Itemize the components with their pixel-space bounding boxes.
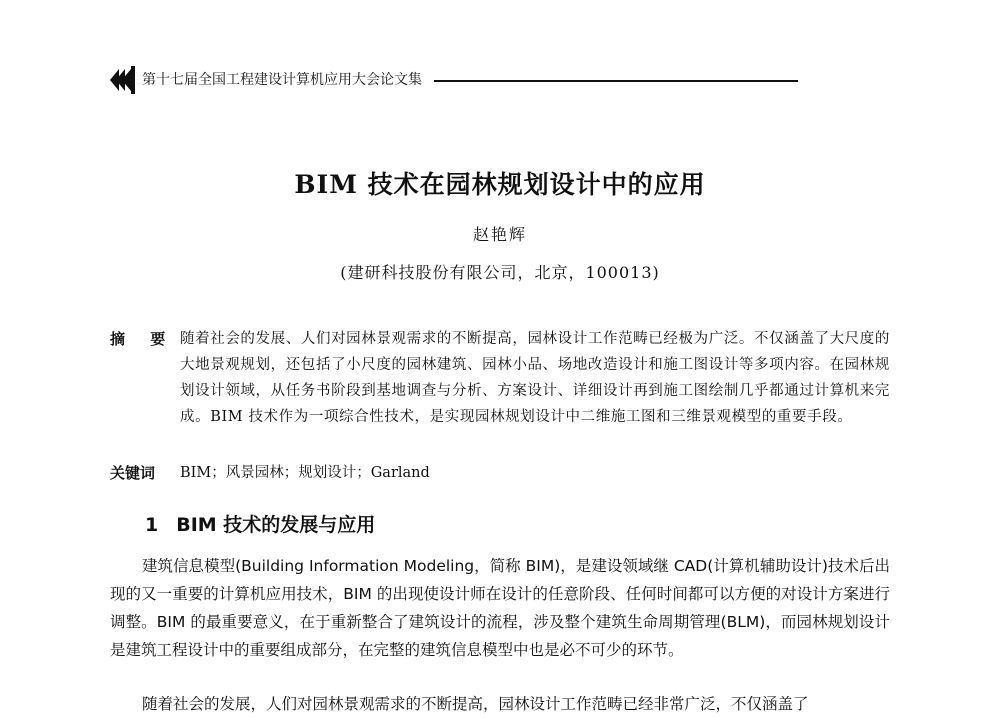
body-paragraph: 建筑信息模型(Building Information Modeling，简称 BIM)，是建设领域继 CAD(计算机辅助设计)技术后出现的又一重要的计算机应用技术，BIM 的出现使设计师在设计的任意阶段、任何时间都可以方便的对设计方案进行调整。BIM 的最重要意义，在于重新整合了建筑设计的流程，涉及整个建筑生命周期管理(BLM)，而园林规划设计是建筑工程设计中的重要组成部分，在完整的建筑信息模型中也是必不可少的环节。 [110,557,890,659]
paper-author: 赵艳辉 [472,225,527,244]
keywords-text: BIM；风景园林；规划设计；Garland [180,465,430,481]
section-number: 1 [145,514,159,536]
abstract-label: 摘 要 [110,330,176,348]
header-title: 第十七届全国工程建设计算机应用大会论文集 [142,72,422,88]
paper-title: BIM 技术在园林规划设计中的应用 [294,170,706,199]
running-header [110,66,710,94]
body-paragraph: 随着社会的发展，人们对园林景观需求的不断提高，园林设计工作范畴已经非常广泛，不仅涵盖了 [142,695,809,713]
header-rule [434,80,798,82]
section-title: BIM 技术的发展与应用 [176,514,376,536]
paper-affiliation: (建研科技股份有限公司，北京，100013) [340,263,660,282]
keywords-label: 关键词 [110,464,156,482]
triple-chevron-left-icon [110,66,136,94]
section-heading [145,510,375,540]
abstract-text: 随着社会的发展、人们对园林景观需求的不断提高，园林设计工作范畴已经极为广泛。不仅涵盖了大尺度的大地景观规划，还包括了小尺度的园林建筑、园林小品、场地改造设计和施工图设计等多项内容。在园林规划设计领域，从任务书阶段到基地调查与分析、方案设计、详细设计再到施工图绘制几乎都通过计算机来完成。BIM 技术作为一项综合性技术，是实现园林规划设计中二维施工图和三维景观模型的重要手段。 [180,331,890,425]
